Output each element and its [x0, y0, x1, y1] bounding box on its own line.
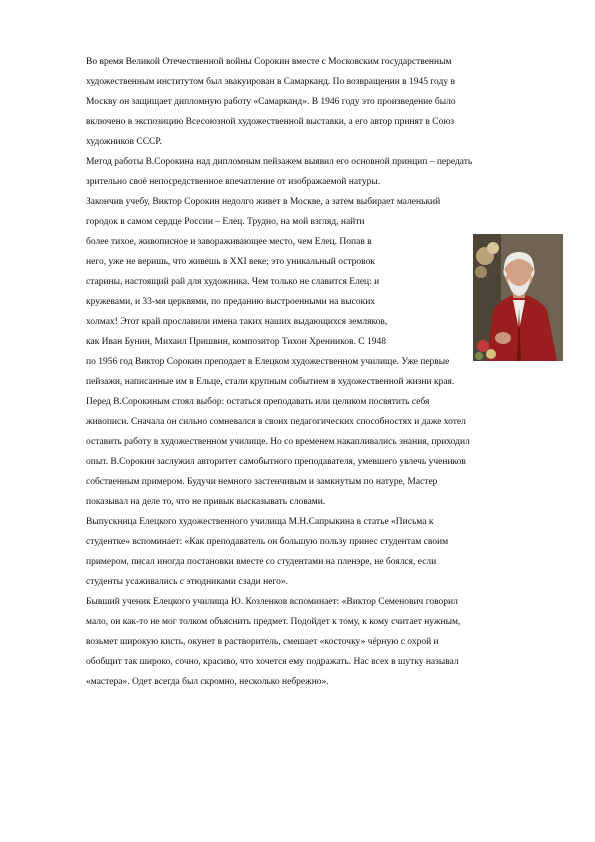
body-text	[86, 52, 566, 692]
text-line: по 1956 год Виктор Сорокин преподает в Елецком художественном училище. Уже первые	[86, 357, 450, 367]
text-line: старины, настоящий рай для художника. Чем только не славится Елец: и	[86, 277, 380, 287]
text-line: Бывший ученик Елецкого училища Ю. Козленков вспоминает: «Виктор Семенович говорил	[86, 597, 458, 607]
text-line: зрительно своё непосредственное впечатление от изображаемой натуры.	[86, 177, 381, 187]
text-line: Во время Великой Отечественной войны Сорокин вместе с Московским государственным	[86, 57, 452, 67]
text-line: городок в самом сердце России – Елец. Трудно, на мой взгляд, найти	[86, 217, 365, 227]
text-line: включено в экспозицию Всесоюзной художественной выставки, а его автор принят в Союз	[86, 117, 455, 127]
text-line: как Иван Бунин, Михаил Пришвин, композитор Тихон Хренников. С 1948	[86, 337, 386, 347]
text-line: Москву он защищает дипломную работу «Самарканд». В 1946 году это произведение было	[86, 97, 456, 107]
text-line: обобщит так широко, сочно, красиво, что хочется ему подражать. Нас всех в шутку называл	[86, 657, 459, 667]
text-line: более тихое, живописное и завораживающее место, чем Елец. Попав в	[86, 237, 372, 247]
text-line: Выпускница Елецкого художественного училища М.Н.Сапрыкина в статье «Письма к	[86, 517, 434, 527]
text-line: него, уже не веришь, что живешь в XXI веке; это уникальный островок	[86, 257, 375, 267]
text-line: примером, писал иногда постановки вместе со студентами на пленэре, не боялся, если	[86, 557, 437, 567]
text-line: живописи. Сначала он сильно сомневался в своих педагогических способностях и даже хотел	[86, 417, 466, 427]
portrait-photo	[473, 234, 563, 361]
text-line: Метод работы В.Сорокина над дипломным пейзажем выявил его основной принцип – передать	[86, 157, 473, 167]
text-line: показывал на деле то, что не привык высказывать словами.	[86, 497, 326, 507]
text-line: оставить работу в художественном училище. Но со временем накапливались знания, приходил	[86, 437, 470, 447]
text-line: художественным институтом был эвакуирован в Самарканд. По возвращении в 1945 году в	[86, 77, 455, 87]
text-line: холмах! Этот край прославили имена таких наших выдающихся земляков,	[86, 317, 388, 327]
text-line: студенты усаживались с этюдниками сзади него».	[86, 577, 288, 587]
text-line: пейзажи, написанные им в Ельце, стали крупным событием в художественной жизни края.	[86, 377, 455, 387]
text-line: мало, он как-то не мог толком объяснить предмет. Подойдет к тому, к кому считает нужным,	[86, 617, 461, 627]
text-line: художников СССР.	[86, 137, 162, 147]
text-line: студентке» вспоминает: «Как преподаватель он большую пользу принес студентам своим	[86, 537, 449, 547]
text-line: кружевами, и 33-мя церквями, по преданию выстроенными на высоких	[86, 297, 376, 307]
text-line: возьмет широкую кисть, окунет в растворитель, смешает «косточку» чёрную с охрой и	[86, 637, 439, 647]
text-line: собственным примером. Будучи немного застенчивым и замкнутым по натуре, Мастер	[86, 477, 438, 487]
text-line: опыт. В.Сорокин заслужил авторитет самобытного преподавателя, умевшего увлечь учеников	[86, 457, 466, 467]
text-line: Закончив учебу, Виктор Сорокин недолго живет в Москве, а затем выбирает маленький	[86, 197, 441, 207]
text-line: Перед В.Сорокиным стоял выбор: остаться преподавать или целиком посвятить себя	[86, 397, 430, 407]
text-line: «мастера». Одет всегда был скромно, несколько небрежно».	[86, 677, 329, 687]
